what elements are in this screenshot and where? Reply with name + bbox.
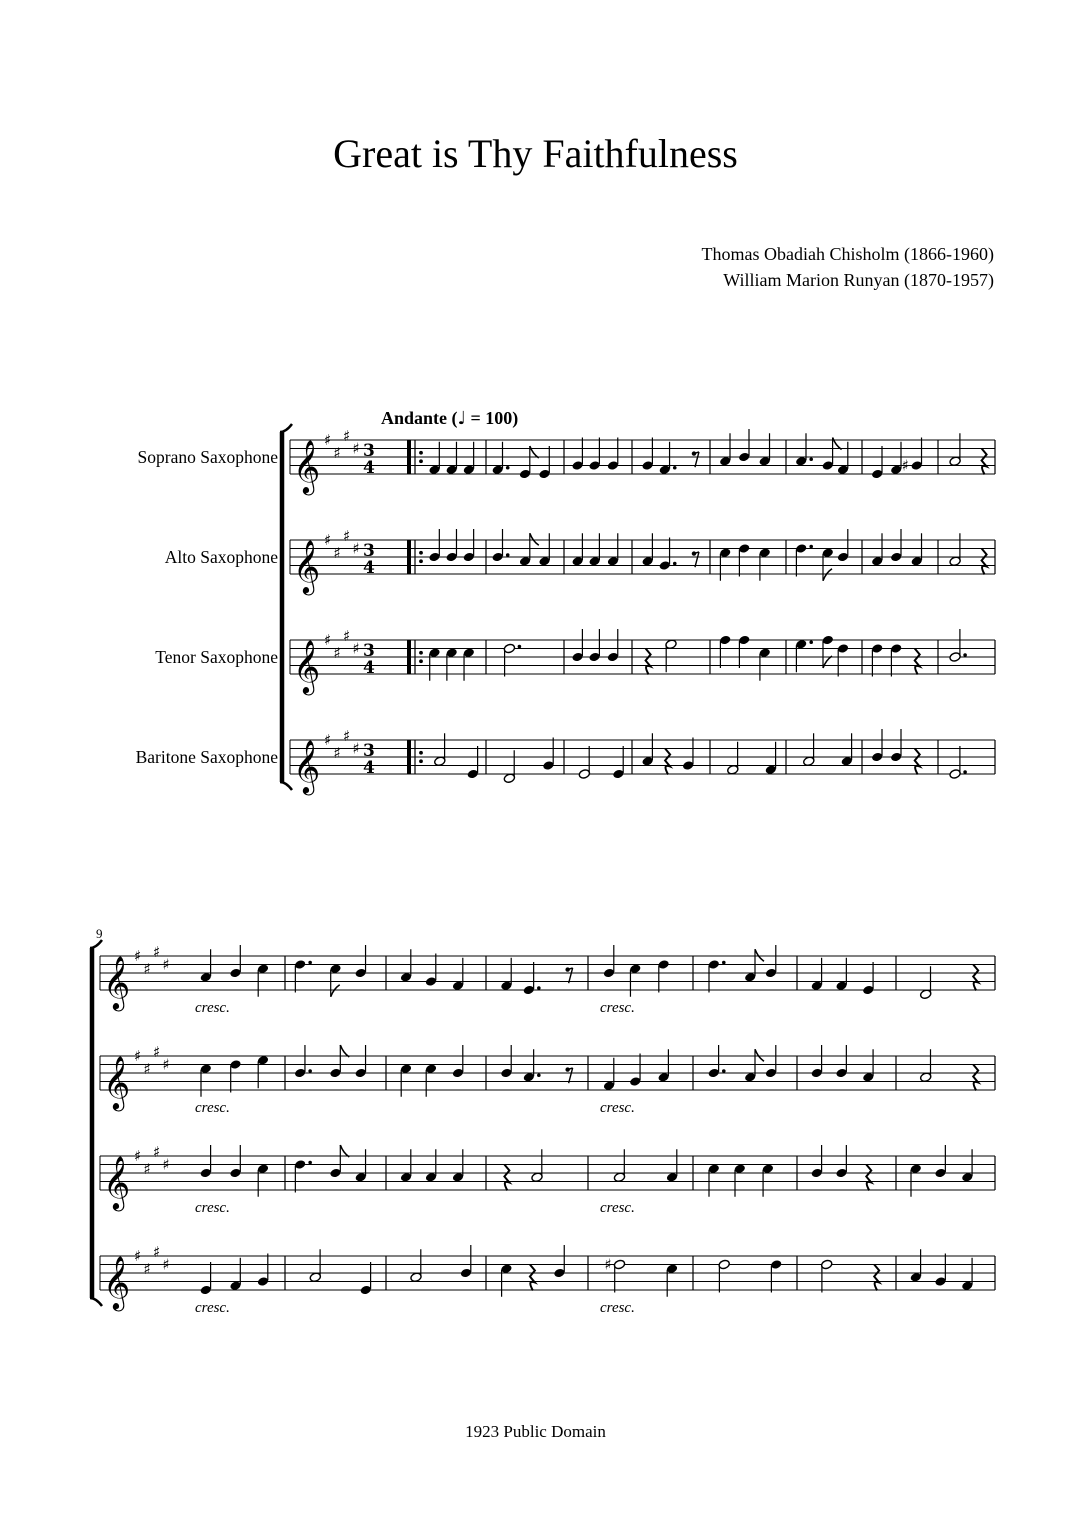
crescendo-marking: cresc. xyxy=(600,1300,635,1316)
note-flag xyxy=(823,569,832,581)
treble-clef-icon: 𝄞 xyxy=(293,539,321,593)
instrument-label: Tenor Saxophone xyxy=(155,647,278,667)
quarter-rest xyxy=(982,449,987,475)
quarter-rest xyxy=(973,965,978,991)
repeat-dot xyxy=(419,751,423,755)
time-signature-top: 3 xyxy=(363,641,375,661)
sharp-accidental: ♯ xyxy=(143,1059,151,1078)
treble-clef-icon: 𝄞 xyxy=(293,639,321,693)
sharp-accidental: ♯ xyxy=(352,539,360,558)
note-flag xyxy=(833,438,842,450)
sharp-accidental: ♯ xyxy=(162,1255,170,1274)
note-flag xyxy=(755,1049,764,1061)
repeat-dot xyxy=(419,551,423,555)
tempo-marking: Andante (♩ = 100) xyxy=(381,408,519,429)
treble-clef-icon: 𝄞 xyxy=(103,1055,131,1109)
bracket-hook xyxy=(280,424,292,432)
treble-clef-icon: 𝄞 xyxy=(103,955,131,1009)
instrument-label: Soprano Saxophone xyxy=(137,447,278,467)
measure-number: 9 xyxy=(96,926,103,941)
sharp-accidental: ♯ xyxy=(324,631,332,649)
note-flag xyxy=(755,949,764,961)
note-flag xyxy=(340,1045,349,1057)
augmentation-dot xyxy=(809,457,813,461)
time-signature-bottom: 4 xyxy=(363,558,375,578)
bracket-hook xyxy=(90,1298,102,1306)
system-1 xyxy=(136,424,995,795)
sharp-accidental: ♯ xyxy=(343,426,351,445)
crescendo-marking: cresc. xyxy=(195,1300,230,1316)
quarter-rest xyxy=(504,1165,509,1191)
crescendo-marking: cresc. xyxy=(195,1000,230,1016)
augmentation-dot xyxy=(506,553,510,557)
time-signature-bottom: 4 xyxy=(363,658,375,678)
quarter-rest xyxy=(973,1065,978,1091)
quarter-rest xyxy=(874,1265,879,1291)
quarter-rest xyxy=(530,1265,535,1291)
system-2 xyxy=(90,926,995,1316)
bracket-hook xyxy=(90,940,102,948)
sharp-accidental: ♯ xyxy=(143,1259,151,1278)
sharp-accidental: ♯ xyxy=(352,439,360,458)
note-flag xyxy=(340,1145,349,1157)
augmentation-dot xyxy=(537,986,541,990)
sharp-accidental: ♯ xyxy=(153,1042,161,1061)
bracket-hook xyxy=(280,782,292,790)
augmentation-dot xyxy=(809,545,813,549)
note-flag xyxy=(823,656,832,668)
sharp-accidental: ♯ xyxy=(143,959,151,978)
repeat-dot xyxy=(419,451,423,455)
time-signature-bottom: 4 xyxy=(363,758,375,778)
time-signature-top: 3 xyxy=(363,541,375,561)
sharp-accidental: ♯ xyxy=(343,626,351,645)
sharp-accidental: ♯ xyxy=(352,639,360,658)
augmentation-dot xyxy=(518,645,522,649)
sharp-accidental: ♯ xyxy=(324,431,332,449)
augmentation-dot xyxy=(506,466,510,470)
repeat-dot xyxy=(419,759,423,763)
quarter-rest xyxy=(665,749,670,775)
sharp-accidental: ♯ xyxy=(901,456,909,475)
time-signature-top: 3 xyxy=(363,741,375,761)
sharp-accidental: ♯ xyxy=(604,1255,612,1274)
sharp-accidental: ♯ xyxy=(162,1155,170,1174)
sharp-accidental: ♯ xyxy=(153,1242,161,1261)
note-flag xyxy=(530,446,539,458)
repeat-dot xyxy=(419,559,423,563)
sharp-accidental: ♯ xyxy=(333,543,341,562)
sharp-accidental: ♯ xyxy=(333,743,341,762)
treble-clef-icon: 𝄞 xyxy=(103,1255,131,1309)
sharp-accidental: ♯ xyxy=(162,955,170,974)
treble-clef-icon: 𝄞 xyxy=(293,439,321,493)
sharp-accidental: ♯ xyxy=(134,1047,142,1065)
sharp-accidental: ♯ xyxy=(134,947,142,965)
time-signature-bottom: 4 xyxy=(363,458,375,478)
note-flag xyxy=(331,985,340,997)
crescendo-marking: cresc. xyxy=(600,1200,635,1216)
note-flag xyxy=(530,533,539,545)
sharp-accidental: ♯ xyxy=(333,443,341,462)
sharp-accidental: ♯ xyxy=(352,739,360,758)
copyright-footer: 1923 Public Domain xyxy=(465,1422,606,1441)
augmentation-dot xyxy=(722,961,726,965)
sharp-accidental: ♯ xyxy=(143,1159,151,1178)
sharp-accidental: ♯ xyxy=(324,531,332,549)
sharp-accidental: ♯ xyxy=(134,1247,142,1265)
sharp-accidental: ♯ xyxy=(153,1142,161,1161)
quarter-rest xyxy=(982,549,987,575)
sharp-accidental: ♯ xyxy=(333,643,341,662)
quarter-rest xyxy=(915,649,920,675)
augmentation-dot xyxy=(722,1069,726,1073)
repeat-dot xyxy=(419,659,423,663)
treble-clef-icon: 𝄞 xyxy=(103,1155,131,1209)
repeat-dot xyxy=(419,459,423,463)
crescendo-marking: cresc. xyxy=(195,1100,230,1116)
sharp-accidental: ♯ xyxy=(162,1055,170,1074)
crescendo-marking: cresc. xyxy=(600,1100,635,1116)
sharp-accidental: ♯ xyxy=(324,731,332,749)
augmentation-dot xyxy=(308,1069,312,1073)
augmentation-dot xyxy=(537,1073,541,1077)
instrument-label: Alto Saxophone xyxy=(164,547,278,567)
crescendo-marking: cresc. xyxy=(600,1000,635,1016)
augmentation-dot xyxy=(809,640,813,644)
sharp-accidental: ♯ xyxy=(343,726,351,745)
sharp-accidental: ♯ xyxy=(134,1147,142,1165)
quarter-rest xyxy=(646,649,651,675)
quarter-rest xyxy=(915,749,920,775)
arranger-credit: William Marion Runyan (1870-1957) xyxy=(723,270,994,290)
score-title: Great is Thy Faithfulness xyxy=(333,131,738,176)
sharp-accidental: ♯ xyxy=(343,526,351,545)
repeat-dot xyxy=(419,651,423,655)
instrument-label: Baritone Saxophone xyxy=(135,747,278,767)
augmentation-dot xyxy=(963,653,967,657)
composer-credit: Thomas Obadiah Chisholm (1866-1960) xyxy=(701,244,994,264)
augmentation-dot xyxy=(673,466,677,470)
treble-clef-icon: 𝄞 xyxy=(293,739,321,793)
time-signature-top: 3 xyxy=(363,441,375,461)
crescendo-marking: cresc. xyxy=(195,1200,230,1216)
augmentation-dot xyxy=(308,1161,312,1165)
augmentation-dot xyxy=(963,770,967,774)
augmentation-dot xyxy=(308,961,312,965)
quarter-rest xyxy=(866,1165,871,1191)
sharp-accidental: ♯ xyxy=(153,942,161,961)
augmentation-dot xyxy=(673,562,677,566)
